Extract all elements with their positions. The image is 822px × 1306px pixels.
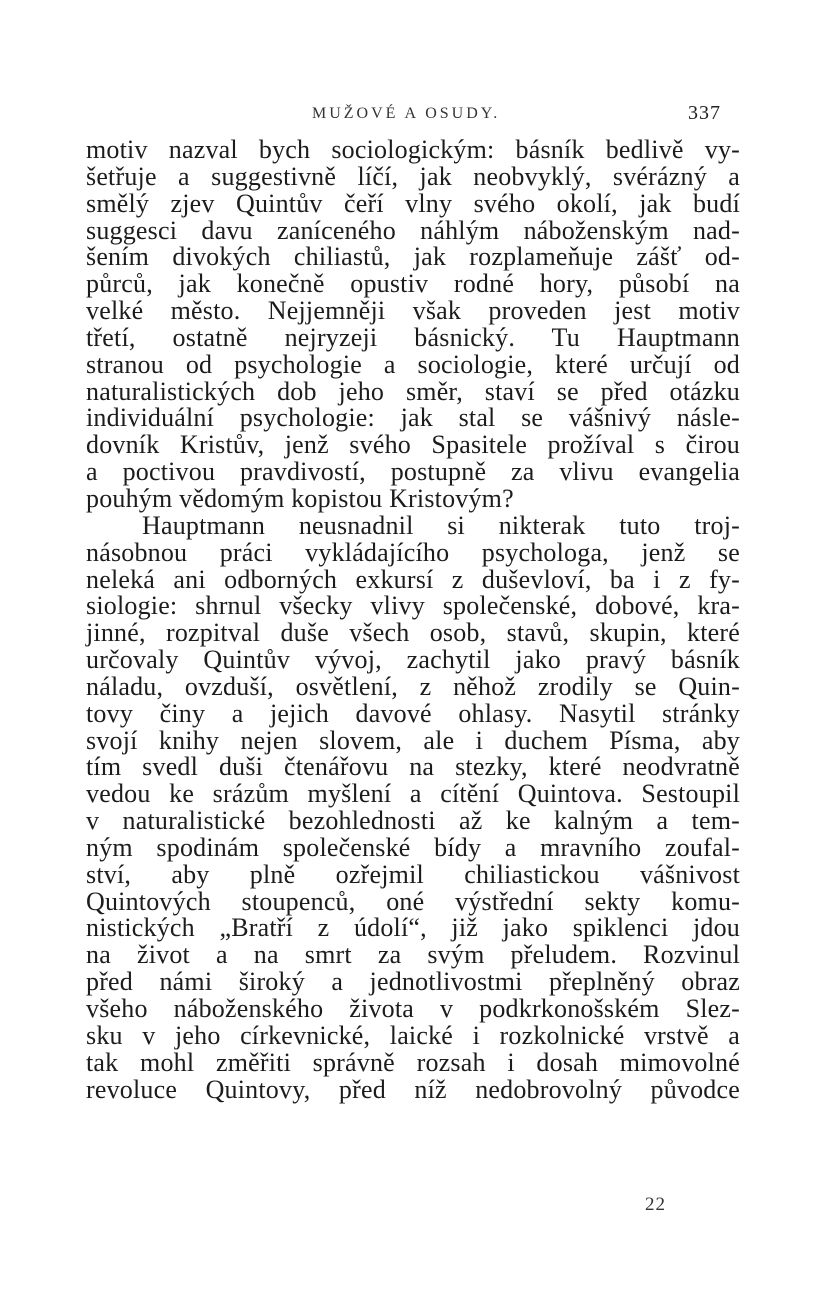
text-line: na život a na smrt za svým přeludem. Rozvinul — [86, 940, 740, 970]
text-line: velké město. Nejjemněji však proveden jest motiv — [86, 296, 740, 326]
text-line: násobnou práci vykládajícího psychologa, jenž se — [86, 537, 740, 567]
text-line: šetřuje a suggestivně líčí, jak neobvyklý, svérázný a — [86, 161, 740, 191]
text-line: tak mohl změřiti správně rozsah i dosah mimovolné — [86, 1047, 740, 1077]
text-line: tím svedl duši čtenářovu na stezky, které neodvratně — [86, 752, 740, 782]
text-line: určovaly Quintův vývoj, zachytil jako pravý básník — [86, 645, 740, 675]
text-line: svojí knihy nejen slovem, ale i duchem Písma, aby — [86, 725, 740, 755]
text-line: suggesci davu zaníceného náhlým náboženským nad- — [86, 215, 740, 245]
text-line: náladu, ovzduší, osvětlení, z něhož zrodily se Quin- — [86, 671, 740, 701]
text-line: před námi široký a jednotlivostmi přeplněný obraz — [86, 967, 740, 997]
text-line: ství, aby plně ozřejmil chiliastickou vášnivost — [86, 859, 740, 889]
text-line: motiv nazval bych sociologickým: básník bedlivě vy- — [86, 135, 740, 164]
text-line: Quintových stoupenců, oné výstřední sekty komu- — [86, 886, 740, 916]
text-line: šením divokých chiliastů, jak rozplameňuje zášť od- — [86, 242, 740, 272]
text-line: třetí, ostatně nejryzeji básnický. Tu Hauptmann — [86, 322, 740, 352]
paragraph-end-line: pouhým vědomým kopistou Kristovým? — [86, 483, 514, 513]
text-line: všeho náboženského života v podkrkonošském Slez- — [86, 994, 740, 1023]
text-line: ným spodinám společenské bídy a mravního zoufal- — [86, 832, 740, 862]
text-line: smělý zjev Quintův čeří vlny svého okolí, jak budí — [86, 188, 740, 218]
printer-signature-mark: 22 — [645, 1194, 666, 1215]
text-line: siologie: shrnul všecky vlivy společenské, dobové, kra- — [86, 591, 740, 621]
text-line: nistických „Bratří z údolí“, již jako spiklenci jdou — [86, 913, 740, 943]
text-line: individuální psychologie: jak stal se vášnivý násle- — [86, 403, 740, 433]
text-line: půrců, jak konečně opustiv rodné hory, působí na — [86, 269, 740, 299]
text-line: dovník Kristův, jenž svého Spasitele prožíval s čirou — [86, 430, 740, 460]
page-number: 337 — [688, 102, 721, 124]
text-line: neleká ani odborných exkursí z duševloví, ba i z fy- — [86, 564, 740, 594]
text-line: v naturalistické bezohlednosti až ke kalným a tem- — [86, 806, 740, 836]
running-title: MUŽOVÉ A OSUDY. — [312, 105, 501, 122]
text-line: jinné, rozpitval duše všech osob, stavů, skupin, které — [86, 618, 740, 648]
text-line: tovy činy a jejich davové ohlasy. Nasytil stránky — [86, 698, 740, 728]
paragraph-start-line: Hauptmann neusnadnil si nikterak tuto troj- — [142, 510, 740, 540]
text-line: sku v jeho církevnické, laické i rozkolnické vrstvě a — [86, 1020, 740, 1050]
text-line: naturalistických dob jeho směr, staví se před otázku — [86, 376, 740, 406]
text-line: vedou ke srázům myšlení a cítění Quintova. Sestoupil — [86, 779, 740, 809]
text-line: a poctivou pravdivostí, postupně za vlivu evangelia — [86, 457, 740, 487]
text-line: revoluce Quintovy, před níž nedobrovolný původce — [86, 1074, 740, 1104]
running-head — [0, 99, 822, 129]
text-line: stranou od psychologie a sociologie, které určují od — [86, 349, 740, 379]
body-text — [86, 137, 740, 1103]
